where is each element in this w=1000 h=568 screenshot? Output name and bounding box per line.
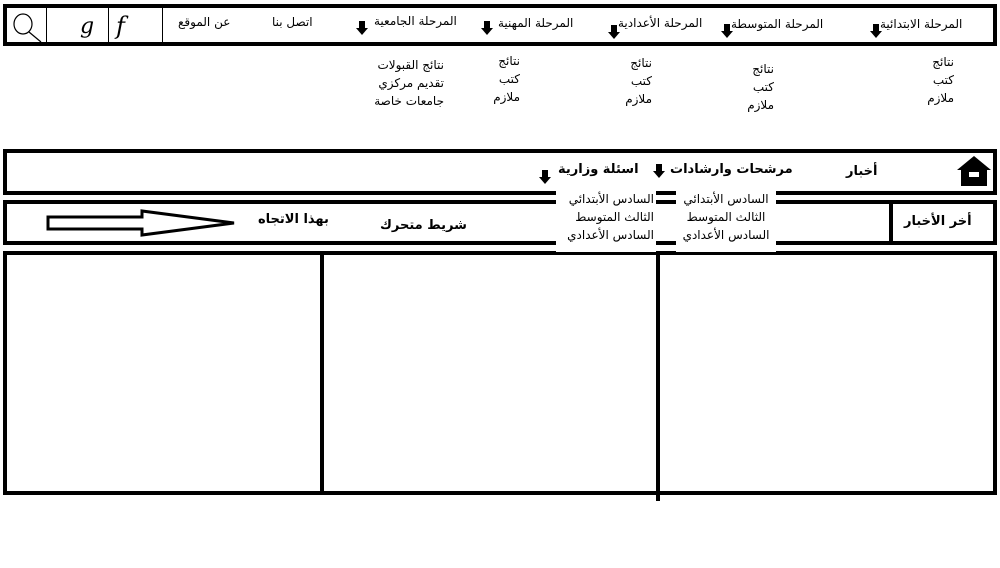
questions-arrow-icon xyxy=(538,169,552,185)
nav-about[interactable]: عن الموقع xyxy=(178,15,231,29)
intermediate-dropdown xyxy=(738,60,774,114)
nav-questions[interactable]: اسئلة وزارية xyxy=(558,162,639,177)
search-icon[interactable] xyxy=(10,10,44,44)
vocational-item-2[interactable]: كتب xyxy=(498,72,520,86)
nav-intermediate[interactable]: المرحلة المتوسطة xyxy=(731,17,824,31)
questions-dropdown xyxy=(556,190,656,252)
social-g-icon[interactable] xyxy=(80,14,104,40)
university-dropdown xyxy=(364,56,444,110)
social-f-label: f xyxy=(116,12,125,40)
divider-2 xyxy=(108,8,109,42)
preparatory-item-2[interactable]: كتب xyxy=(630,74,652,88)
vocational-dropdown xyxy=(484,52,520,106)
nav-preparatory[interactable]: المرحلة الأعدادية xyxy=(618,16,703,30)
questions-item-2[interactable]: الثالث المتوسط xyxy=(575,210,654,224)
social-f-icon[interactable] xyxy=(116,12,140,40)
social-g-label: g xyxy=(80,14,95,39)
guidance-item-3[interactable]: السادس الأعدادي xyxy=(682,228,770,242)
university-arrow-icon xyxy=(355,20,369,36)
nav-contact[interactable]: اتصل بنا xyxy=(272,15,313,29)
vocational-item-1[interactable]: نتائج xyxy=(498,54,520,68)
guidance-dropdown xyxy=(676,190,776,252)
nav-vocational[interactable]: المرحلة المهنية xyxy=(498,16,574,30)
intermediate-item-2[interactable]: كتب xyxy=(752,80,774,94)
vocational-item-3[interactable]: ملازم xyxy=(493,90,520,104)
content-area xyxy=(3,251,997,495)
guidance-item-2[interactable]: الثالث المتوسط xyxy=(686,210,766,224)
preparatory-item-3[interactable]: ملازم xyxy=(625,92,652,106)
primary-item-3[interactable]: ملازم xyxy=(927,91,954,105)
primary-item-2[interactable]: كتب xyxy=(932,73,954,87)
home-icon[interactable] xyxy=(955,154,993,188)
ticker-direction-label: بهذا الاتجاه xyxy=(258,212,329,227)
guidance-arrow-icon xyxy=(652,163,666,179)
intermediate-item-3[interactable]: ملازم xyxy=(747,98,774,112)
divider-1 xyxy=(46,8,47,42)
university-item-1[interactable]: نتائج القبولات xyxy=(377,58,444,72)
primary-item-1[interactable]: نتائج xyxy=(932,55,954,69)
preparatory-dropdown xyxy=(616,54,652,108)
university-item-2[interactable]: تقديم مركزي xyxy=(378,76,444,90)
content-divider-left xyxy=(320,253,324,493)
nav-news[interactable]: أخبار xyxy=(846,164,878,179)
nav-primary[interactable]: المرحلة الابتدائية xyxy=(880,17,963,31)
questions-item-3[interactable]: السادس الأعدادي xyxy=(567,228,654,242)
guidance-item-1[interactable]: السادس الأبتدائي xyxy=(683,192,769,206)
ticker-label: شريط متحرك xyxy=(380,218,467,233)
latest-news-label: أخر الأخبار xyxy=(904,214,972,229)
content-divider-right xyxy=(656,253,660,501)
nav-university[interactable]: المرحلة الجامعية xyxy=(374,14,457,28)
divider-3 xyxy=(162,8,163,42)
direction-arrow-icon xyxy=(46,209,238,237)
ticker-divider xyxy=(889,202,893,243)
nav-guidance[interactable]: مرشحات وارشادات xyxy=(670,162,793,177)
university-item-3[interactable]: جامعات خاصة xyxy=(374,94,444,108)
vocational-arrow-icon xyxy=(480,20,494,36)
questions-item-1[interactable]: السادس الأبتدائي xyxy=(568,192,654,206)
intermediate-item-1[interactable]: نتائج xyxy=(752,62,774,76)
primary-dropdown xyxy=(916,53,954,107)
preparatory-item-1[interactable]: نتائج xyxy=(630,56,652,70)
